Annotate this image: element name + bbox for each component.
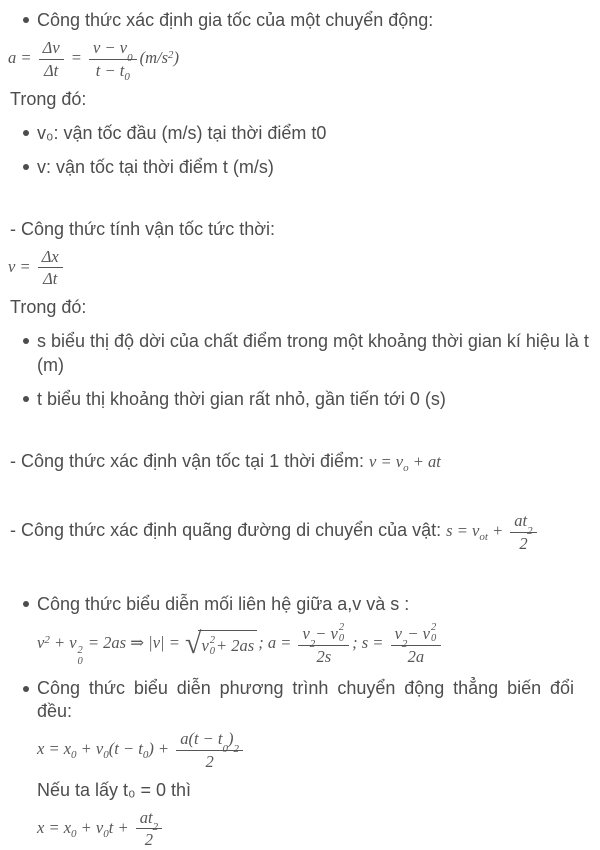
math-text: + v (76, 739, 104, 759)
math-text: x = x (37, 739, 72, 759)
math-text: v = v (369, 452, 404, 472)
label-text: v: vận tốc tại thời điểm t (m/s) (37, 156, 274, 177)
text-line (0, 295, 592, 319)
math-text: 2 (205, 751, 214, 771)
subscript: 0 (77, 655, 83, 667)
math-text: t − t (95, 60, 125, 80)
math-text: + v (49, 632, 77, 652)
label-text: Nếu ta lấy t₀ = 0 thì (37, 779, 192, 800)
subscript: 0 (103, 827, 109, 840)
fraction (39, 38, 64, 81)
bullet-item (0, 677, 592, 723)
numerator: v 2 − v 2 0 (298, 622, 349, 646)
fraction (89, 38, 137, 81)
dash-item (0, 217, 592, 241)
stacked-sup-sub (431, 622, 436, 644)
superscript: 2 (338, 621, 345, 633)
numerator: at 2 (136, 808, 162, 830)
subscript: 0 (338, 632, 345, 644)
numerator (39, 38, 64, 60)
math-text: Δv (42, 38, 60, 57)
math-text: a = (8, 48, 36, 68)
math-text: Δx (41, 246, 59, 266)
subscript: 0 (103, 749, 109, 762)
stacked-sup-sub (78, 645, 83, 667)
numerator (38, 247, 63, 269)
fraction (38, 247, 63, 290)
subscript: 0 (71, 749, 77, 762)
math-text: 2s (316, 646, 332, 666)
square-root (184, 626, 257, 660)
math-text: at (139, 807, 153, 827)
math-expression (37, 729, 246, 772)
subscript: 0 (431, 632, 437, 644)
bullet-dot-icon (23, 338, 29, 344)
label-text: - Công thức xác định quãng đường di chuyển của vật: (10, 520, 447, 541)
fraction (510, 511, 536, 554)
dash-item (0, 511, 592, 554)
formula-block (0, 622, 592, 667)
math-text: x = x (37, 817, 72, 837)
math-text: = (66, 48, 87, 68)
stacked-sup-sub (210, 635, 215, 657)
numerator: v 2 − v 2 0 (391, 622, 442, 646)
fraction (298, 622, 349, 667)
math-text: (m/s (139, 48, 168, 68)
subscript: 0 (71, 827, 77, 840)
superscript: 2 (77, 644, 83, 656)
formula-block (0, 38, 592, 81)
math-text: + v (76, 817, 104, 837)
math-text: 2 (519, 533, 528, 553)
math-text: v (201, 635, 209, 655)
subscript: ot (479, 531, 488, 544)
math-text: v (394, 624, 402, 644)
label-text: t biểu thị khoảng thời gian rất nhỏ, gần tiến tới 0 (s) (37, 389, 446, 410)
bullet-dot-icon (23, 601, 29, 607)
subscript: o (403, 462, 409, 475)
math-text: v (302, 624, 310, 644)
label-text: - Công thức tính vận tốc tức thời: (10, 218, 276, 239)
math-text: − v (407, 624, 430, 644)
radicand (198, 630, 257, 659)
math-text: ) (228, 729, 234, 748)
denominator (404, 646, 429, 667)
formula-block (0, 729, 592, 772)
fraction (136, 808, 162, 850)
bullet-dot-icon (23, 130, 29, 136)
denominator (515, 533, 531, 554)
superscript: 2 (209, 634, 216, 646)
formula-block (0, 808, 592, 850)
label-text: Công thức xác định gia tốc của một chuyển động: (37, 10, 434, 30)
math-expression (8, 247, 66, 290)
stacked-sup-sub (339, 622, 344, 644)
numerator: a(t − t 0 ) 2 (176, 729, 243, 751)
math-text: + at (408, 452, 441, 472)
label-text: Công thức biểu diễn mối liên hệ giữa a,v và s : (37, 593, 410, 614)
fraction (176, 729, 243, 772)
bullet-dot-icon (23, 17, 29, 23)
bullet-dot-icon (23, 686, 29, 692)
dash-item (0, 449, 592, 473)
label-text: Trong đó: (10, 88, 87, 109)
math-text: + (487, 521, 508, 541)
math-text: − v (315, 624, 338, 644)
numerator: at 2 (510, 511, 536, 533)
math-text: (t − t (108, 739, 143, 759)
denominator (141, 829, 157, 850)
math-expression (37, 808, 165, 850)
text-line (0, 778, 592, 802)
denominator (201, 751, 217, 772)
numerator: v − v 0 (89, 38, 137, 60)
denominator (40, 60, 62, 81)
label-text: s biểu thị độ dời của chất điểm trong một khoảng thời gian kí hiệu là t (m) (37, 331, 589, 376)
content-area (0, 8, 592, 850)
math-text: Δt (43, 269, 58, 289)
bullet-item (0, 329, 592, 377)
math-text: ) (173, 48, 179, 68)
bullet-item (0, 121, 592, 145)
subscript: 0 (124, 70, 130, 83)
radical-icon: √ (184, 626, 202, 660)
label-text: Công thức biểu diễn phương trình chuyển động thẳng biến đổi đều: (37, 678, 574, 721)
label-text: v₀: vận tốc đầu (m/s) tại thời điểm t0 (37, 122, 327, 143)
bullet-item (0, 155, 592, 179)
math-text: v (37, 632, 45, 652)
formula-block (0, 247, 592, 290)
superscript: 2 (168, 49, 174, 62)
math-text: Δt (44, 60, 59, 80)
math-text: 2 (144, 830, 154, 850)
math-text: v = (8, 256, 35, 276)
subscript: 0 (209, 645, 216, 657)
superscript: 2 (44, 633, 50, 646)
math-text: ; a = (258, 632, 296, 652)
bullet-dot-icon (23, 396, 29, 402)
bullet-item (0, 592, 592, 616)
math-text: + 2as (216, 635, 255, 655)
math-text: 2a (407, 646, 425, 666)
math-expression (369, 452, 441, 475)
math-expression (8, 38, 179, 81)
denominator (312, 646, 335, 667)
math-expression (446, 511, 539, 553)
bullet-dot-icon (23, 164, 29, 170)
math-text: ; s = (352, 632, 388, 652)
denominator (39, 268, 61, 289)
math-text: s = v (446, 521, 480, 541)
denominator (92, 60, 134, 81)
math-text: = 2as ⇒ |v| = (83, 632, 184, 652)
math-text: a(t − t (180, 729, 223, 748)
math-text: at (514, 511, 528, 531)
label-text: Trong đó: (10, 297, 87, 318)
math-expression (37, 622, 444, 667)
text-line (0, 87, 592, 111)
math-text: v − v (93, 38, 128, 57)
bullet-item (0, 8, 592, 32)
math-text: ) + (148, 739, 174, 759)
math-text: t + (108, 817, 133, 837)
subscript: 0 (142, 749, 149, 762)
fraction (391, 622, 442, 667)
bullet-item (0, 387, 592, 411)
label-text: - Công thức xác định vận tốc tại 1 thời điểm: (10, 451, 370, 472)
superscript: 2 (431, 621, 437, 633)
